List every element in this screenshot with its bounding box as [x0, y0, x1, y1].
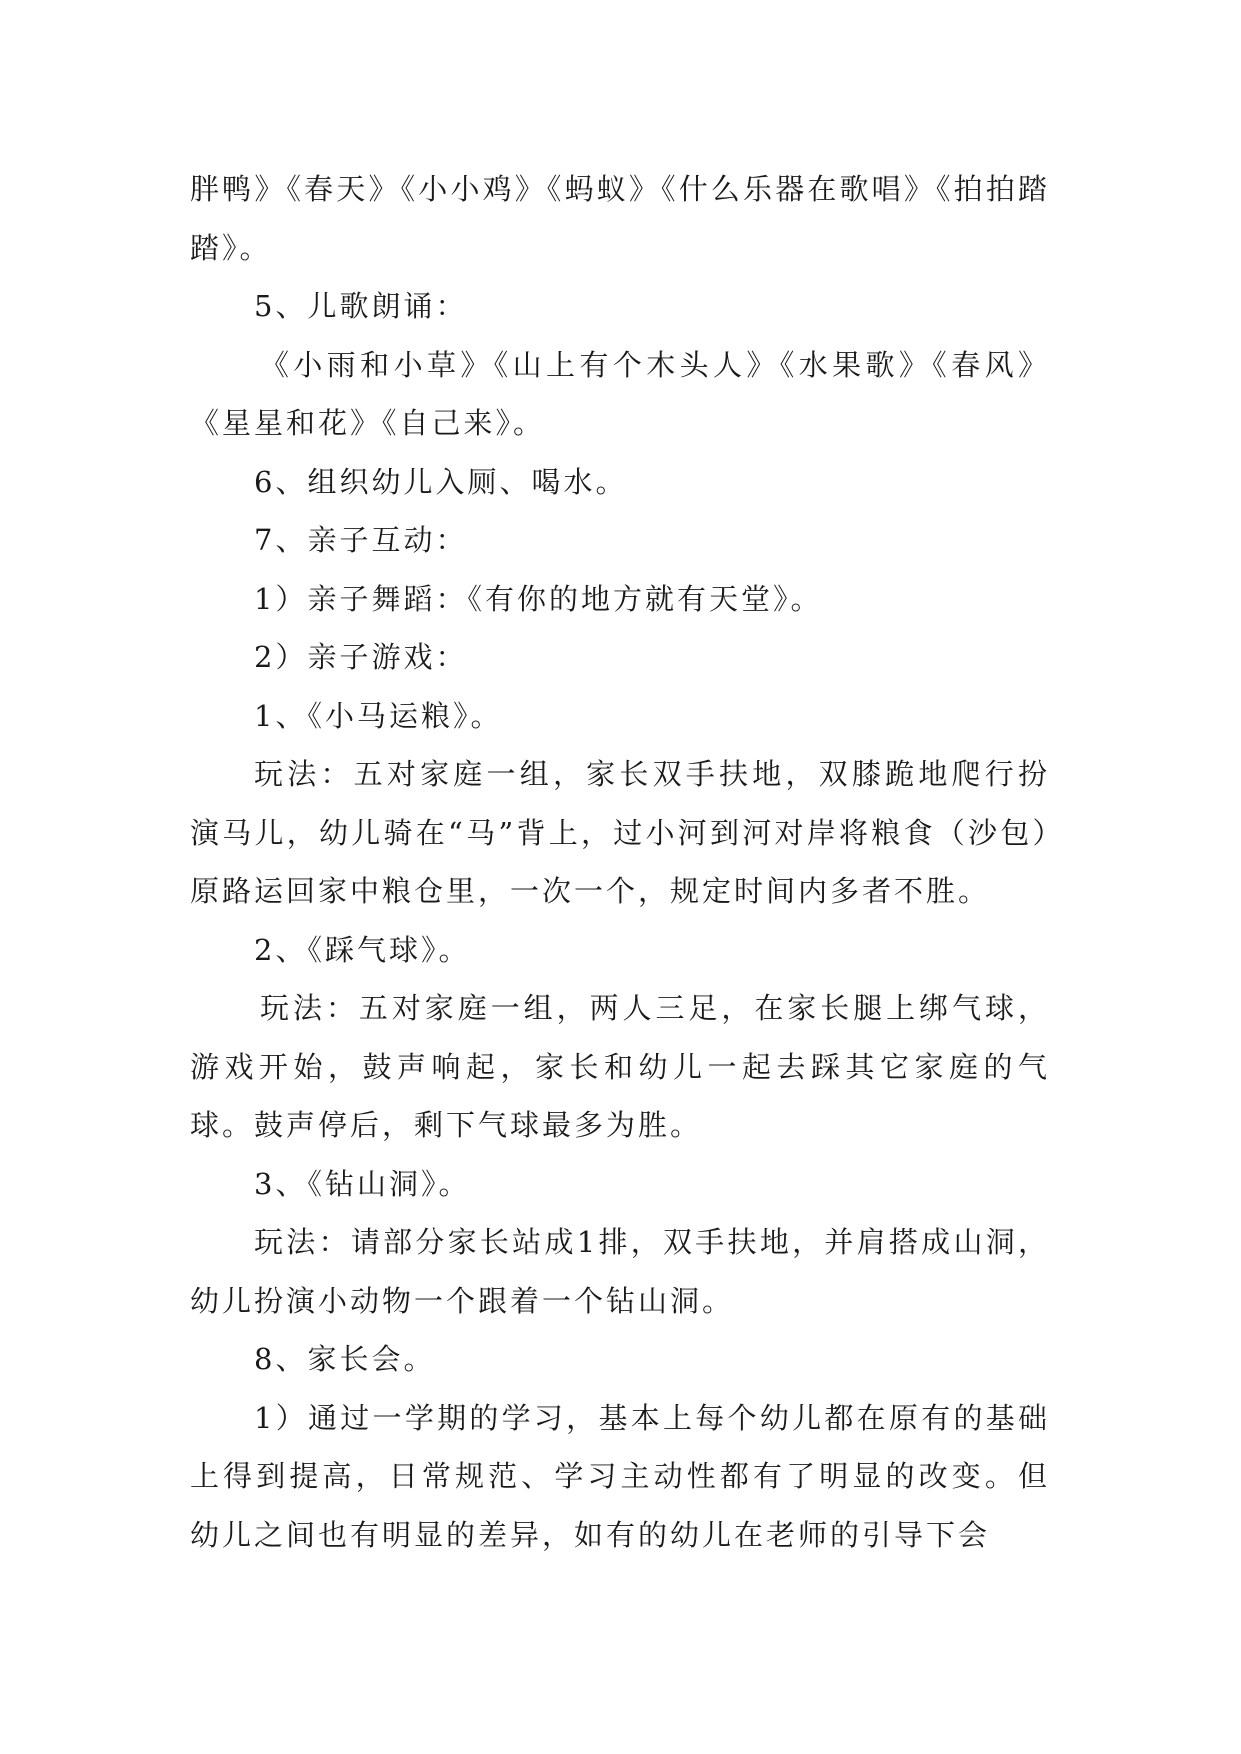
paragraph-parent-meeting: 8、家长会。: [254, 1342, 436, 1376]
paragraph-parent-meeting-point-1: 1）通过一学期的学习，基本上每个幼儿都在原有的基础上得到提高，日常规范、学习主动性都有了明显的改变。但幼儿之间也有明显的差异，如有的幼儿在老师的引导下会: [190, 1400, 1050, 1552]
paragraph-game-1-rules: 玩法：五对家庭一组，家长双手扶地，双膝跪地爬行扮演马儿，幼儿骑在“马”背上，过小河到河对岸将粮食（沙包）原路运回家中粮仓里，一次一个，规定时间内多者不胜。: [190, 757, 1050, 908]
paragraph-game-3-title: 3、《钻山洞》。: [254, 1166, 471, 1201]
paragraph-game-2-rules: 玩法：五对家庭一组，两人三足，在家长腿上绑气球，游戏开始，鼓声响起，家长和幼儿一起去踩其它家庭的气球。鼓声停后，剩下气球最多为胜。: [190, 991, 1050, 1142]
paragraph-nursery-rhyme-heading: 5、儿歌朗诵：: [254, 289, 468, 323]
paragraph-parent-child-dance: 1）亲子舞蹈：《有你的地方就有天堂》。: [254, 581, 823, 616]
paragraph-parent-child-games: 2）亲子游戏：: [254, 640, 468, 674]
paragraph-game-3-rules: 玩法：请部分家长站成1排，双手扶地，并肩搭成山洞，幼儿扮演小动物一个跟着一个钻山洞。: [190, 1225, 1050, 1318]
paragraph-nursery-rhyme-list: 《小雨和小草》《山上有个木头人》《水果歌》《春风》《星星和花》《自己来》。: [190, 347, 1050, 440]
paragraph-game-2-title: 2、《踩气球》。: [254, 932, 471, 967]
document-body: [190, 160, 1050, 1564]
paragraph-restroom-water: 6、组织幼儿入厕、喝水。: [254, 464, 628, 499]
paragraph-parent-child-interaction: 7、亲子互动：: [254, 523, 468, 557]
paragraph-song-list-continued: 胖鸭》《春天》《小小鸡》《蚂蚁》《什么乐器在歌唱》《拍拍踏踏》。: [190, 172, 1050, 265]
paragraph-game-1-title: 1、《小马运粮》。: [254, 698, 503, 733]
